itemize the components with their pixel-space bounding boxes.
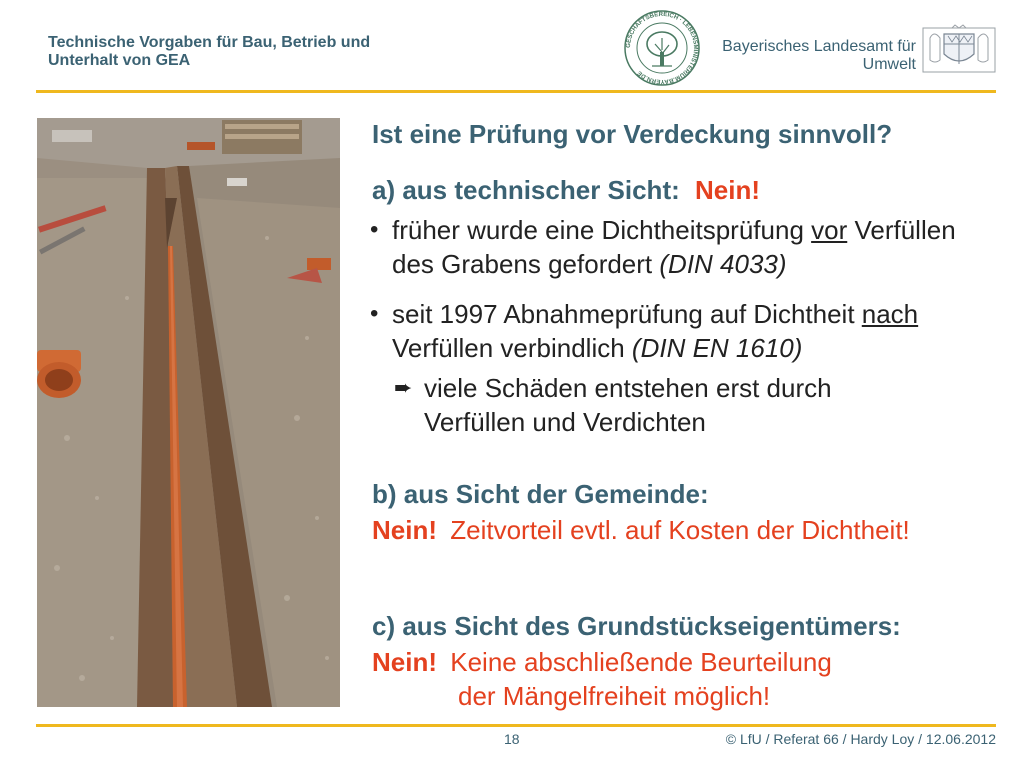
- section-b-answer: Nein!: [372, 515, 437, 545]
- bullet-2-line-2: [392, 332, 802, 364]
- ministry-seal-logo: [622, 8, 702, 88]
- question-heading: Ist eine Prüfung vor Verdeckung sinnvoll?: [372, 119, 893, 149]
- footer-divider: [36, 724, 996, 727]
- section-b-text: Zeitvorteil evtl. auf Kosten der Dichtheit!: [450, 515, 910, 545]
- section-c-answer: Nein!: [372, 647, 437, 677]
- bullet-1-text-end: Verfüllen: [847, 215, 956, 245]
- section-c-text-line-1: Keine abschließende Beurteilung: [450, 647, 832, 677]
- footer-copyright: © LfU / Referat 66 / Hardy Loy / 12.06.2012: [725, 731, 996, 747]
- bullet-2-text-start: seit 1997 Abnahmeprüfung auf Dichtheit: [392, 299, 862, 329]
- bullet-2-line-2-text: Verfüllen verbindlich: [392, 333, 632, 363]
- section-b-statement: [372, 514, 910, 546]
- presentation-title-line-2: Unterhalt von GEA: [48, 52, 191, 69]
- bullet-1-text-start: früher wurde eine Dichtheitsprüfung: [392, 215, 812, 245]
- section-a-answer: Nein!: [695, 175, 760, 205]
- page-number: 18: [504, 731, 520, 747]
- organization-name-line-1: Bayerisches Landesamt für: [722, 38, 916, 55]
- arrow-note-line-1: viele Schäden entstehen erst durch: [424, 373, 832, 403]
- bullet-1-standard-reference: (DIN 4033): [659, 249, 787, 279]
- section-c-text-line-2: der Mängelfreiheit möglich!: [458, 681, 771, 711]
- tree-icon: [647, 32, 677, 66]
- header-divider: [36, 90, 996, 93]
- bullet-1-line-1: [392, 214, 956, 246]
- section-b-heading: b) aus Sicht der Gemeinde:: [372, 479, 709, 509]
- bullet-dot-2: •: [370, 300, 379, 327]
- bullet-2-standard-reference: (DIN EN 1610): [631, 333, 803, 363]
- bullet-1-line-2-text: des Grabens gefordert: [392, 249, 660, 279]
- arrow-right-icon: ➨: [394, 375, 413, 400]
- arrow-note-line-2: Verfüllen und Verdichten: [424, 407, 706, 437]
- presentation-title-line-1: Technische Vorgaben für Bau, Betrieb und: [48, 34, 371, 51]
- trench-photo: [37, 118, 340, 707]
- seal-ring-text: GESCHÄFTSBEREICH · LEBENSMINISTERIUM.BAYERN.DE: [624, 10, 700, 86]
- bullet-1-emphasis: vor: [811, 215, 848, 245]
- bullet-2-emphasis: nach: [861, 299, 919, 329]
- bullet-1-line-2: [392, 248, 787, 280]
- section-c-statement-line-1: [372, 646, 832, 678]
- organization-name-line-2: Umwelt: [862, 56, 916, 73]
- section-a-heading: [372, 174, 760, 206]
- bullet-dot-1: •: [370, 216, 379, 243]
- presentation-title: [48, 34, 468, 70]
- section-a-label: a) aus technischer Sicht:: [372, 175, 680, 205]
- organization-name: [700, 38, 916, 74]
- section-c-heading: c) aus Sicht des Grundstückseigentümers:: [372, 611, 901, 641]
- bavarian-coat-of-arms-icon: [922, 24, 996, 74]
- bullet-2-line-1: [392, 298, 918, 330]
